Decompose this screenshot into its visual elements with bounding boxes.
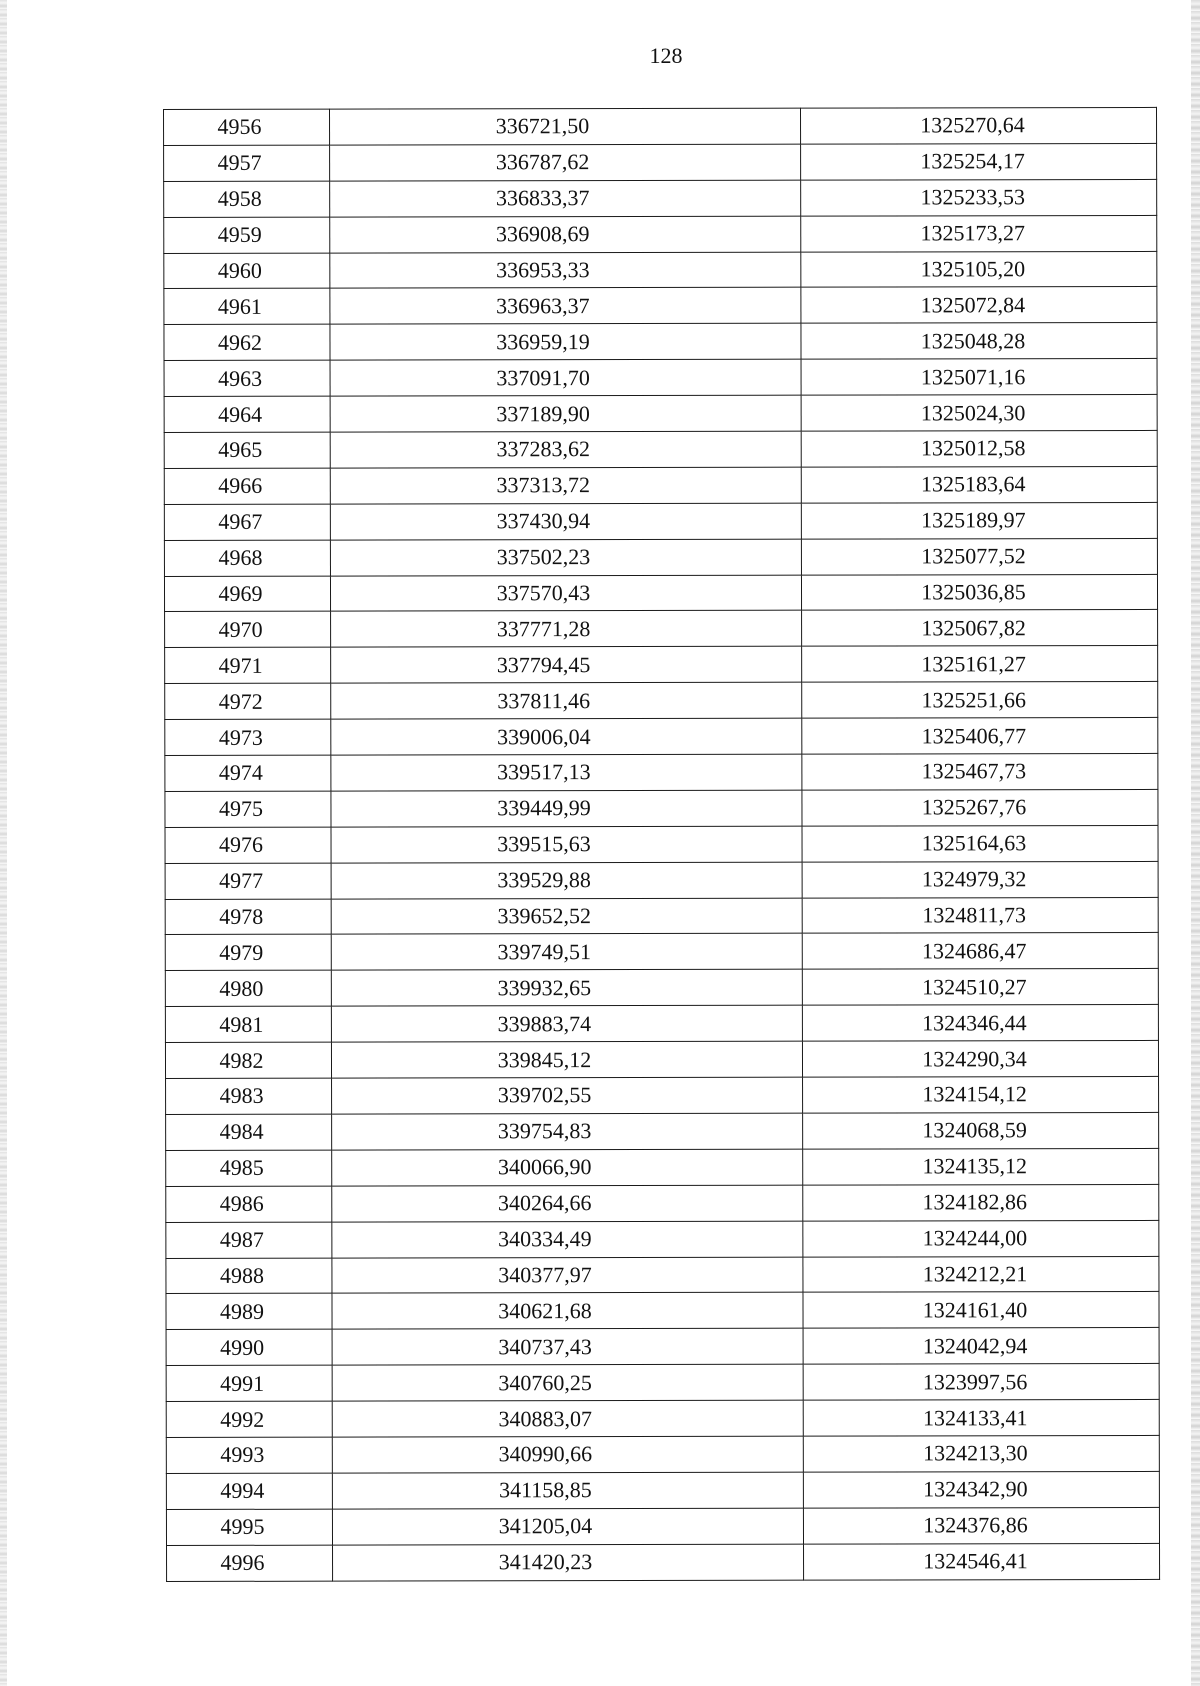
y-coordinate-cell: 1324811,73 [802,897,1158,934]
scan-edge-left [0,0,7,1686]
table-row [164,323,1157,361]
table-row [164,287,1157,325]
y-coordinate-cell: 1325254,17 [801,143,1157,180]
x-coordinate-cell: 339749,51 [331,934,802,971]
y-coordinate-cell: 1324376,86 [803,1507,1159,1544]
y-coordinate-cell: 1325270,64 [800,107,1156,144]
y-coordinate-cell: 1325164,63 [802,825,1158,862]
y-coordinate-cell: 1325071,16 [801,359,1157,396]
y-coordinate-cell: 1325077,52 [801,538,1157,575]
table-row [164,251,1157,289]
point-number-cell: 4995 [166,1509,332,1545]
x-coordinate-cell: 340334,49 [332,1221,803,1258]
x-coordinate-cell: 336959,19 [330,324,801,361]
point-number-cell: 4993 [166,1437,332,1473]
point-number-cell: 4964 [164,396,330,432]
point-number-cell: 4969 [164,576,330,612]
point-number-cell: 4981 [165,1006,331,1042]
x-coordinate-cell: 340760,25 [332,1364,803,1401]
y-coordinate-cell: 1324979,32 [802,861,1158,898]
x-coordinate-cell: 340737,43 [332,1328,803,1365]
x-coordinate-cell: 339883,74 [331,1005,802,1042]
coordinates-table-body [164,107,1160,1581]
point-number-cell: 4967 [164,504,330,540]
y-coordinate-cell: 1324182,86 [803,1184,1159,1221]
table-row [166,1220,1159,1258]
y-coordinate-cell: 1324154,12 [803,1076,1159,1113]
table-row [164,215,1157,253]
point-number-cell: 4977 [165,863,331,899]
x-coordinate-cell: 341420,23 [333,1544,804,1581]
y-coordinate-cell: 1325036,85 [801,574,1157,611]
point-number-cell: 4984 [166,1114,332,1150]
y-coordinate-cell: 1325183,64 [801,466,1157,503]
point-number-cell: 4991 [166,1365,332,1401]
point-number-cell: 4983 [166,1078,332,1114]
y-coordinate-cell: 1325406,77 [802,718,1158,755]
point-number-cell: 4962 [164,324,330,360]
point-number-cell: 4975 [165,791,331,827]
x-coordinate-cell: 336908,69 [330,216,801,253]
page-number: 128 [649,43,683,68]
table-row [167,1543,1160,1581]
table-row [165,682,1158,720]
y-coordinate-cell: 1325012,58 [801,430,1157,467]
y-coordinate-cell: 1324244,00 [803,1220,1159,1257]
point-number-cell: 4986 [166,1186,332,1222]
y-coordinate-cell: 1325048,28 [801,323,1157,360]
table-row [164,466,1157,504]
table-row [166,1112,1159,1150]
table-row [166,1471,1159,1509]
y-coordinate-cell: 1325189,97 [801,502,1157,539]
point-number-cell: 4987 [166,1222,332,1258]
table-row [165,861,1158,899]
table-row [164,179,1157,217]
table-row [164,574,1157,612]
x-coordinate-cell: 339652,52 [331,898,802,935]
x-coordinate-cell: 337283,62 [330,431,801,468]
y-coordinate-cell: 1324686,47 [802,933,1158,970]
x-coordinate-cell: 337570,43 [330,575,801,612]
x-coordinate-cell: 339517,13 [331,754,802,791]
y-coordinate-cell: 1324213,30 [803,1435,1159,1472]
y-coordinate-cell: 1324346,44 [802,1005,1158,1042]
point-number-cell: 4960 [164,253,330,289]
x-coordinate-cell: 337811,46 [331,682,802,719]
point-number-cell: 4982 [165,1042,331,1078]
x-coordinate-cell: 340377,97 [332,1257,803,1294]
x-coordinate-cell: 336953,33 [330,252,801,289]
point-number-cell: 4973 [165,719,331,755]
y-coordinate-cell: 1324068,59 [803,1112,1159,1149]
table-row [165,646,1158,684]
table-row [165,933,1158,971]
y-coordinate-cell: 1325105,20 [801,251,1157,288]
table-row [165,610,1158,648]
x-coordinate-cell: 340264,66 [332,1185,803,1222]
table-row [166,1076,1159,1114]
x-coordinate-cell: 339754,83 [332,1113,803,1150]
table-row [166,1292,1159,1330]
y-coordinate-cell: 1324135,12 [803,1148,1159,1185]
table-row [165,753,1158,791]
point-number-cell: 4957 [164,145,330,181]
table-row [166,1256,1159,1294]
y-coordinate-cell: 1325024,30 [801,395,1157,432]
y-coordinate-cell: 1325161,27 [802,646,1158,683]
x-coordinate-cell: 336721,50 [330,108,801,145]
point-number-cell: 4978 [165,899,331,935]
table-row [166,1328,1159,1366]
point-number-cell: 4956 [164,109,330,145]
x-coordinate-cell: 337430,94 [330,503,801,540]
y-coordinate-cell: 1324161,40 [803,1292,1159,1329]
x-coordinate-cell: 337502,23 [330,539,801,576]
table-row [164,107,1157,145]
x-coordinate-cell: 340990,66 [332,1436,803,1473]
y-coordinate-cell: 1324342,90 [803,1471,1159,1508]
y-coordinate-cell: 1324212,21 [803,1256,1159,1293]
y-coordinate-cell: 1324510,27 [802,969,1158,1006]
point-number-cell: 4971 [165,648,331,684]
table-row [166,1435,1159,1473]
table-row [166,1399,1159,1437]
point-number-cell: 4959 [164,217,330,253]
point-number-cell: 4963 [164,360,330,396]
point-number-cell: 4976 [165,827,331,863]
point-number-cell: 4961 [164,289,330,325]
x-coordinate-cell: 337794,45 [331,647,802,684]
x-coordinate-cell: 339449,99 [331,790,802,827]
x-coordinate-cell: 341205,04 [332,1508,803,1545]
table-row [166,1364,1159,1402]
point-number-cell: 4992 [166,1401,332,1437]
point-number-cell: 4970 [165,612,331,648]
point-number-cell: 4980 [165,971,331,1007]
x-coordinate-cell: 337189,90 [330,395,801,432]
table-row [164,395,1157,433]
x-coordinate-cell: 341158,85 [332,1472,803,1509]
x-coordinate-cell: 336787,62 [330,144,801,181]
y-coordinate-cell: 1325251,66 [802,682,1158,719]
table-row [164,430,1157,468]
table-row [165,718,1158,756]
table-row [166,1184,1159,1222]
point-number-cell: 4990 [166,1329,332,1365]
y-coordinate-cell: 1325067,82 [802,610,1158,647]
table-row [166,1148,1159,1186]
point-number-cell: 4958 [164,181,330,217]
scan-edge-right [1191,0,1200,1686]
y-coordinate-cell: 1324042,94 [803,1328,1159,1365]
table-row [164,359,1157,397]
x-coordinate-cell: 339845,12 [331,1041,802,1078]
table-row [165,789,1158,827]
x-coordinate-cell: 340066,90 [332,1149,803,1186]
x-coordinate-cell: 339702,55 [332,1077,803,1114]
table-row [164,143,1157,181]
point-number-cell: 4989 [166,1294,332,1330]
table-row [166,1507,1159,1545]
table-row [165,1041,1158,1079]
point-number-cell: 4966 [164,468,330,504]
x-coordinate-cell: 337313,72 [330,467,801,504]
x-coordinate-cell: 339515,63 [331,826,802,863]
point-number-cell: 4968 [164,540,330,576]
y-coordinate-cell: 1324290,34 [802,1041,1158,1078]
y-coordinate-cell: 1324546,41 [804,1543,1160,1580]
y-coordinate-cell: 1325467,73 [802,753,1158,790]
x-coordinate-cell: 336963,37 [330,288,801,325]
x-coordinate-cell: 340883,07 [332,1400,803,1437]
table-row [165,969,1158,1007]
x-coordinate-cell: 337091,70 [330,359,801,396]
point-number-cell: 4972 [165,683,331,719]
y-coordinate-cell: 1325072,84 [801,287,1157,324]
y-coordinate-cell: 1323997,56 [803,1364,1159,1401]
x-coordinate-cell: 336833,37 [330,180,801,217]
x-coordinate-cell: 339932,65 [331,970,802,1007]
point-number-cell: 4985 [166,1150,332,1186]
y-coordinate-cell: 1325233,53 [801,179,1157,216]
table-row [165,897,1158,935]
x-coordinate-cell: 337771,28 [331,611,802,648]
coordinates-table [163,107,1160,1582]
point-number-cell: 4988 [166,1258,332,1294]
table-row [164,538,1157,576]
y-coordinate-cell: 1324133,41 [803,1399,1159,1436]
y-coordinate-cell: 1325173,27 [801,215,1157,252]
x-coordinate-cell: 339529,88 [331,862,802,899]
point-number-cell: 4974 [165,755,331,791]
table-row [164,502,1157,540]
table-row [165,825,1158,863]
y-coordinate-cell: 1325267,76 [802,789,1158,826]
point-number-cell: 4979 [165,935,331,971]
point-number-cell: 4965 [164,432,330,468]
x-coordinate-cell: 339006,04 [331,718,802,755]
point-number-cell: 4996 [167,1545,333,1581]
table-row [165,1005,1158,1043]
point-number-cell: 4994 [166,1473,332,1509]
x-coordinate-cell: 340621,68 [332,1293,803,1330]
